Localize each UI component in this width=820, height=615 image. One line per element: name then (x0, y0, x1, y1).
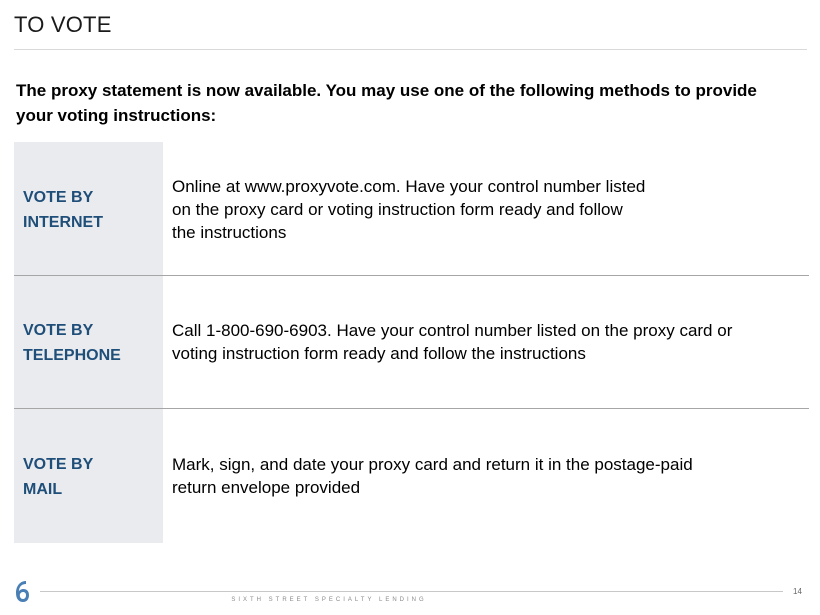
method-label-internet: VOTE BY INTERNET (23, 189, 103, 231)
page-number: 14 (793, 587, 802, 596)
company-logo-icon (12, 578, 32, 604)
row-divider (14, 275, 809, 276)
footer-divider (40, 591, 783, 592)
method-label-mail: VOTE BY MAIL (23, 456, 94, 498)
page-title: TO VOTE (14, 12, 112, 37)
title-divider (14, 49, 807, 50)
method-description-mail: Mark, sign, and date your proxy card and return it in the postage-paid return envelope provided (172, 455, 693, 497)
footer-company-name: SIXTH STREET SPECIALTY LENDING (231, 597, 427, 603)
row-divider (14, 408, 809, 409)
intro-text: The proxy statement is now available. You may use one of the following methods to provide your voting instructions: (16, 81, 757, 125)
method-description-internet: Online at www.proxyvote.com. Have your control number listed on the proxy card or voting instruction form ready and follow the instructions (172, 177, 646, 242)
method-label-telephone: VOTE BY TELEPHONE (23, 322, 121, 364)
method-description-telephone: Call 1-800-690-6903. Have your control number listed on the proxy card or voting instruction form ready and follow the instructions (172, 321, 733, 363)
